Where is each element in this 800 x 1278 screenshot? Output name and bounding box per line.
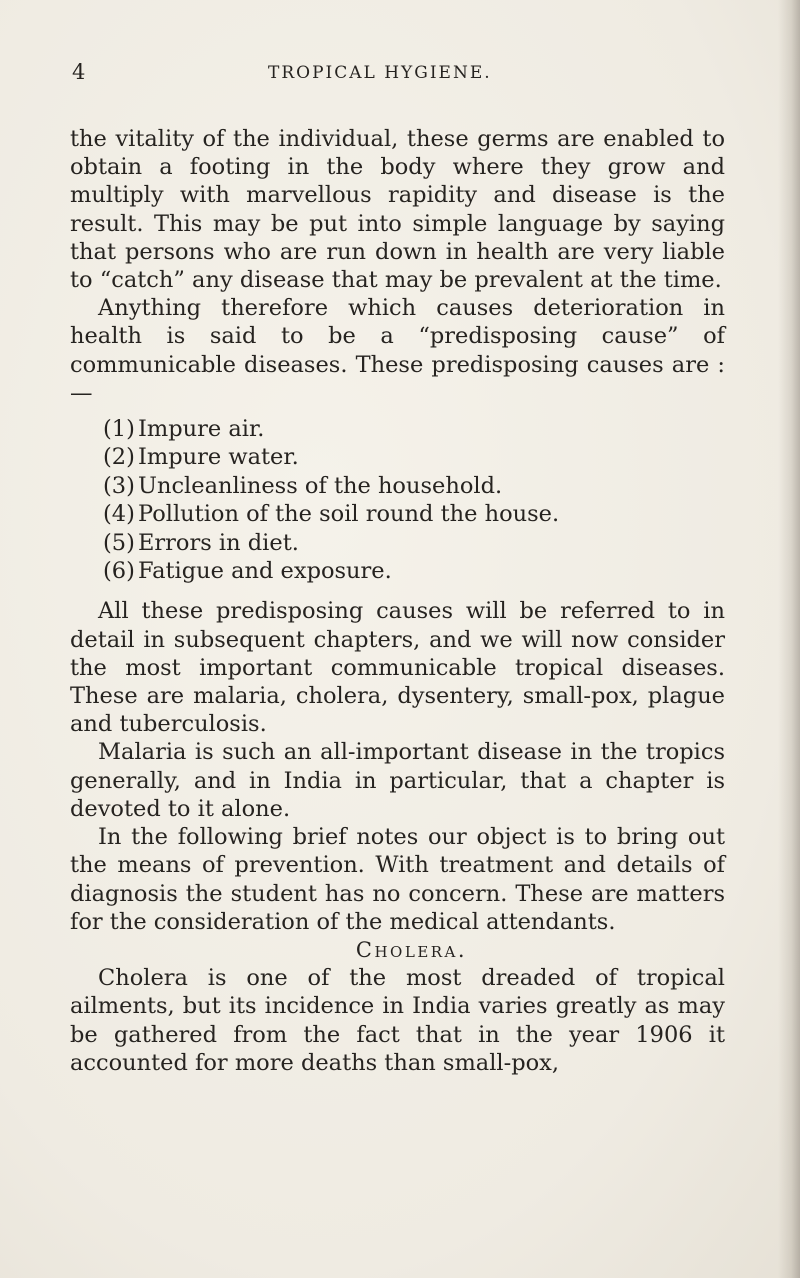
paragraph: Anything therefore which causes deterioration in health is said to be a “predisposing cause” of communicable diseases. These predisposing causes are :—: [70, 295, 725, 406]
list-item: [103, 500, 725, 528]
page-number: 4: [72, 60, 86, 84]
list-item: [103, 415, 725, 443]
page-edge-shadow: [778, 0, 800, 1278]
paragraph: Malaria is such an all-important disease in the tropics generally, and in India in particular, that a chapter is devoted to it alone.: [70, 739, 725, 822]
list-item: [103, 472, 725, 500]
list-item: [103, 529, 725, 557]
list-item-number: (3): [103, 472, 135, 499]
list-item-number: (6): [103, 558, 135, 585]
running-head: [0, 60, 800, 90]
list-item: [103, 557, 725, 585]
list-item-number: (2): [103, 444, 135, 471]
list-item-number: (1): [103, 416, 135, 443]
paragraph: All these predisposing causes will be referred to in detail in subsequent chapters, and we will now consider the most important communicable tropical diseases. These are malaria, cholera, dysentery, small-pox, plague and tuberculosis.: [70, 598, 725, 738]
list-item-text: Pollution of the soil round the house.: [138, 501, 560, 528]
paragraph: Cholera is one of the most dreaded of tropical ailments, but its incidence in India varies greatly as may be gathered from the fact that in the year 1906 it accounted for more deaths than small-pox,: [70, 965, 725, 1076]
list-item-text: Fatigue and exposure.: [138, 558, 392, 585]
paragraph: In the following brief notes our object is to bring out the means of prevention. With treatment and details of diagnosis the student has no concern. These are matters for the consideration of the medical attendants.: [70, 824, 725, 935]
list-item-text: Errors in diet.: [138, 529, 299, 556]
list-item-text: Uncleanliness of the household.: [138, 472, 503, 499]
paragraph: the vitality of the individual, these germs are enabled to obtain a footing in the body where they grow and multiply with marvellous rapidity and disease is the result. This may be put into simple language by saying that persons who are run down in health are very liable to “catch” any disease that may be prevalent at the time.: [70, 126, 725, 294]
list-item-text: Impure air.: [138, 416, 265, 443]
running-title: TROPICAL HYGIENE.: [268, 63, 492, 83]
section-heading: Cholera.: [355, 937, 468, 962]
list-item-text: Impure water.: [138, 444, 299, 471]
predisposing-causes-list: [70, 415, 725, 585]
list-item-number: (5): [103, 529, 135, 556]
list-item: [103, 443, 725, 471]
body-text: [70, 125, 725, 1077]
list-item-number: (4): [103, 501, 135, 528]
